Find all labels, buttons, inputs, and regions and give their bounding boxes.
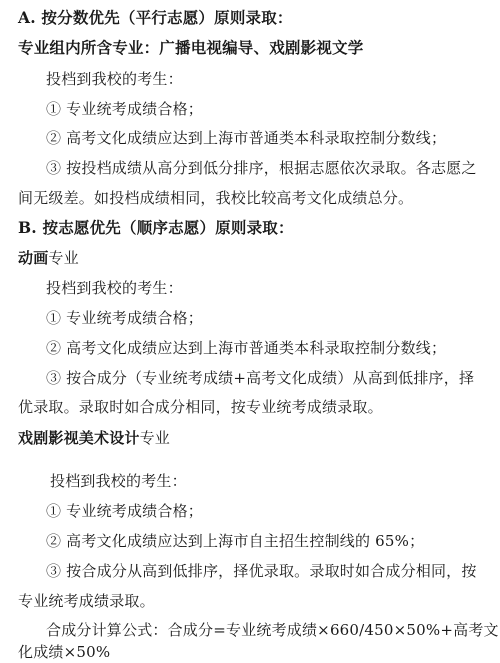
stage-art-intro: 投档到我校的考生：	[50, 472, 187, 490]
section-b-heading: B. 按志愿优先（顺序志愿）原则录取：	[18, 218, 294, 237]
stage-art-item-3: ③ 按合成分从高到低排序，择优录取。录取时如合成分相同，按	[46, 562, 477, 580]
stage-art-major-title	[18, 428, 170, 448]
stage-art-formula-line-1: 合成分计算公式：合成分=专业统考成绩×660/450×50%+高考文	[46, 621, 499, 639]
stage-art-major-suffix: 专业	[139, 429, 171, 447]
animation-major-name: 动画	[18, 249, 49, 267]
animation-continuation: 优录取。录取时如合成分相同，按专业统考成绩录取。	[18, 398, 383, 416]
section-a-item-1: ① 专业统考成绩合格；	[46, 100, 203, 118]
section-a-group: 专业组内所含专业：广播电视编导、戏剧影视文学	[18, 38, 364, 57]
section-a-heading: A. 按分数优先（平行志愿）原则录取：	[18, 8, 293, 27]
animation-item-2: ② 高考文化成绩应达到上海市普通类本科录取控制分数线；	[46, 339, 447, 357]
animation-major-suffix: 专业	[48, 249, 79, 267]
stage-art-item-2: ② 高考文化成绩应达到上海市自主招生控制线的 65%；	[46, 532, 425, 550]
animation-item-1: ① 专业统考成绩合格；	[46, 309, 203, 327]
section-a-intro: 投档到我校的考生：	[46, 70, 183, 88]
stage-art-major-name: 戏剧影视美术设计	[18, 429, 140, 447]
animation-major-title	[18, 248, 79, 268]
section-a-item-2: ② 高考文化成绩应达到上海市普通类本科录取控制分数线；	[46, 129, 447, 147]
animation-intro: 投档到我校的考生：	[46, 279, 183, 297]
section-a-continuation: 间无级差。如投档成绩相同，我校比较高考文化成绩总分。	[18, 189, 414, 207]
animation-item-3: ③ 按合成分（专业统考成绩+高考文化成绩）从高到低排序，择	[46, 369, 475, 387]
section-a-item-3: ③ 按投档成绩从高分到低分排序，根据志愿依次录取。各志愿之	[46, 159, 477, 177]
stage-art-item-1: ① 专业统考成绩合格；	[46, 502, 203, 520]
stage-art-continuation: 专业统考成绩录取。	[18, 592, 155, 610]
stage-art-formula-line-2: 化成绩×50%	[18, 643, 111, 661]
